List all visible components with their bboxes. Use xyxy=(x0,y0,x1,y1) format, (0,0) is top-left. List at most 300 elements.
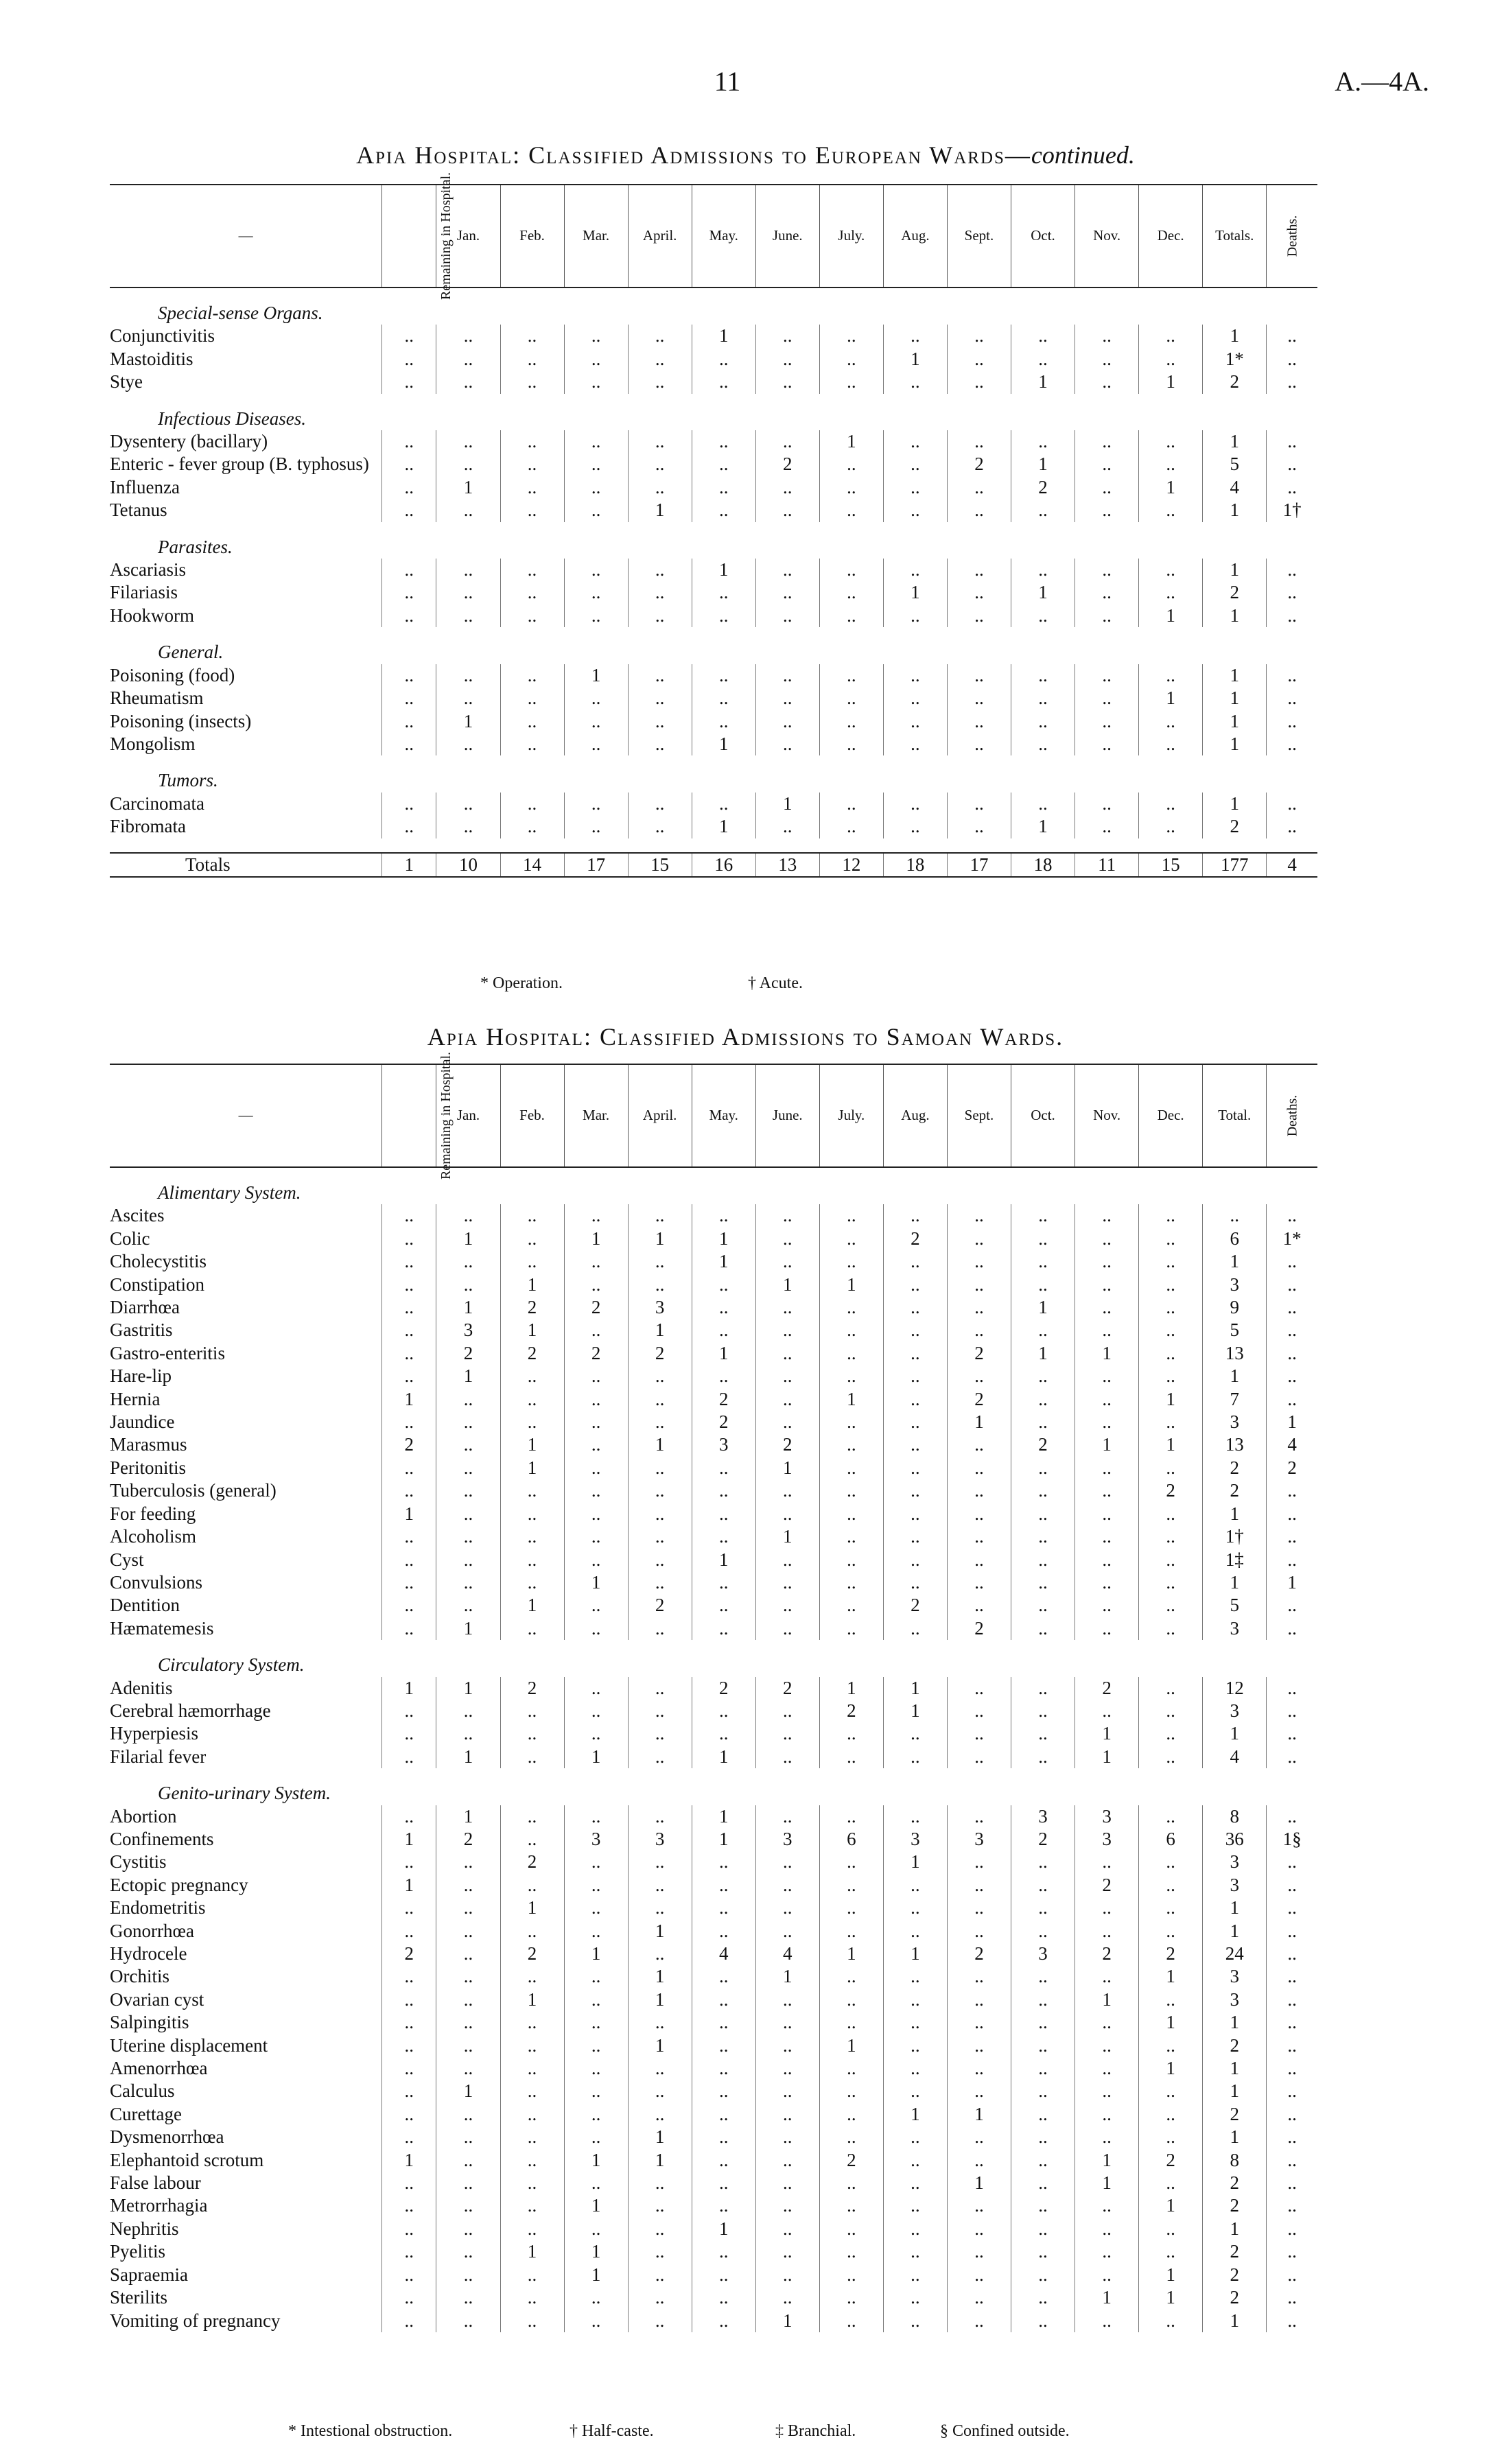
table-cell: 1 xyxy=(436,1365,500,1387)
table-cell: .. xyxy=(947,476,1011,499)
table-cell: .. xyxy=(500,499,564,521)
table-cell: .. xyxy=(1267,1700,1317,1722)
table-cell: .. xyxy=(947,1965,1011,1988)
table-cell: .. xyxy=(436,559,500,581)
table-cell: .. xyxy=(1139,1571,1203,1594)
table-cell: .. xyxy=(1139,1319,1203,1341)
table-cell: 3 xyxy=(1203,1274,1267,1296)
table-row xyxy=(110,1296,1317,1319)
table-cell: 1 xyxy=(1203,710,1267,733)
table-cell: .. xyxy=(947,581,1011,604)
table-cell: .. xyxy=(819,733,883,755)
table-cell: 1 xyxy=(1203,1722,1267,1745)
table-cell: .. xyxy=(1075,559,1139,581)
table-cell: .. xyxy=(755,2103,819,2126)
totals-row xyxy=(110,853,1317,877)
table-cell: .. xyxy=(500,1503,564,1525)
table-cell: 1 xyxy=(564,1943,628,1965)
table-cell: .. xyxy=(883,1319,947,1341)
table-cell: .. xyxy=(564,559,628,581)
table-cell: .. xyxy=(1011,2240,1075,2263)
table-cell: .. xyxy=(947,1851,1011,1873)
table-cell: 1 xyxy=(436,1228,500,1250)
table-cell: .. xyxy=(692,2264,755,2286)
table-cell: .. xyxy=(564,453,628,476)
table-cell: .. xyxy=(692,348,755,371)
table-cell: 1§ xyxy=(1267,1828,1317,1851)
table-cell: 1* xyxy=(1267,1228,1317,1250)
table-cell: .. xyxy=(819,605,883,627)
table1-title xyxy=(0,141,1491,169)
row-label: Poisoning (insects) xyxy=(110,710,252,731)
table-cell: .. xyxy=(500,1617,564,1640)
table-cell: .. xyxy=(1075,1457,1139,1479)
table-row xyxy=(110,2011,1317,2034)
table-cell: .. xyxy=(1075,1965,1139,1988)
row-label: Ectopic pregnancy xyxy=(110,1874,248,1895)
table-cell: .. xyxy=(564,2103,628,2126)
table-cell: .. xyxy=(382,2034,436,2057)
table-cell: 3 xyxy=(1203,1617,1267,1640)
table-cell: .. xyxy=(947,733,1011,755)
table-cell: .. xyxy=(500,2172,564,2194)
table-cell: 1 xyxy=(1075,2149,1139,2172)
row-label: Constipation xyxy=(110,1274,205,1295)
table-cell: .. xyxy=(500,2034,564,2057)
table-cell: .. xyxy=(819,1204,883,1227)
table-row xyxy=(110,1594,1317,1617)
table-cell: 7 xyxy=(1203,1388,1267,1411)
table-cell: 1 xyxy=(1203,1365,1267,1387)
table-cell: 2 xyxy=(382,1943,436,1965)
table-row xyxy=(110,2218,1317,2240)
row-label: Ascariasis xyxy=(110,559,186,580)
header-cell: Jan. xyxy=(436,185,500,288)
table-cell: .. xyxy=(564,348,628,371)
table-row xyxy=(110,605,1317,627)
header-cell: Feb. xyxy=(500,185,564,288)
table-cell: 6 xyxy=(1203,1228,1267,1250)
table-cell: .. xyxy=(1011,1525,1075,1548)
table-cell: .. xyxy=(692,2080,755,2102)
table-cell: 3 xyxy=(947,1828,1011,1851)
table-row xyxy=(110,1342,1317,1365)
table-cell: .. xyxy=(628,2103,692,2126)
table-cell: .. xyxy=(436,2264,500,2286)
table-cell: .. xyxy=(819,1722,883,1745)
table-cell: .. xyxy=(755,1549,819,1571)
table-cell: .. xyxy=(628,1746,692,1768)
table-cell: .. xyxy=(1139,1503,1203,1525)
table-cell: .. xyxy=(1011,687,1075,709)
table-cell: .. xyxy=(436,1988,500,2011)
table-cell: .. xyxy=(883,2172,947,2194)
row-label: Curettage xyxy=(110,2103,182,2124)
table-cell: 3 xyxy=(1203,1700,1267,1722)
table-cell: .. xyxy=(382,710,436,733)
table-cell: .. xyxy=(947,687,1011,709)
table-cell: .. xyxy=(564,710,628,733)
table-cell: .. xyxy=(500,2011,564,2034)
table-cell: .. xyxy=(500,687,564,709)
table-cell: .. xyxy=(883,1296,947,1319)
table-cell: .. xyxy=(692,476,755,499)
table-cell: .. xyxy=(692,1571,755,1594)
table-cell: .. xyxy=(1139,2034,1203,2057)
table-cell: .. xyxy=(628,453,692,476)
header-cell: July. xyxy=(819,185,883,288)
table-cell: .. xyxy=(628,2264,692,2286)
table-cell: .. xyxy=(382,2218,436,2240)
table-cell: .. xyxy=(382,1411,436,1433)
table-cell: 1 xyxy=(692,1549,755,1571)
table-cell: .. xyxy=(628,1617,692,1640)
table-cell: 1 xyxy=(883,1700,947,1722)
table-cell: .. xyxy=(692,1365,755,1387)
table-cell: .. xyxy=(382,325,436,347)
table-cell: 1 xyxy=(819,2034,883,2057)
table-cell: .. xyxy=(436,815,500,838)
table-cell: .. xyxy=(1075,2011,1139,2034)
table-cell: .. xyxy=(1011,1851,1075,1873)
table-cell: .. xyxy=(819,1594,883,1617)
table-cell: 2 xyxy=(382,1433,436,1456)
table-cell: 2 xyxy=(1011,1433,1075,1456)
table-cell: .. xyxy=(564,1549,628,1571)
table-cell: .. xyxy=(564,476,628,499)
row-label: Amenorrhœa xyxy=(110,2058,208,2079)
table-cell: .. xyxy=(1267,815,1317,838)
table-row xyxy=(110,1805,1317,1828)
table-cell: 1 xyxy=(436,2080,500,2102)
table-cell: 3 xyxy=(1075,1828,1139,1851)
table-cell: .. xyxy=(564,815,628,838)
table-cell: .. xyxy=(692,2286,755,2309)
table-cell: .. xyxy=(564,1365,628,1387)
table-cell: .. xyxy=(1267,1920,1317,1943)
table-row xyxy=(110,2286,1317,2309)
table-cell: .. xyxy=(436,1457,500,1479)
table-cell: .. xyxy=(947,2240,1011,2263)
table-cell: .. xyxy=(436,605,500,627)
header-cell xyxy=(382,1052,454,1180)
table-row xyxy=(110,2240,1317,2263)
table1-title-suffix: continued. xyxy=(1031,141,1135,169)
table-cell: 3 xyxy=(1203,1411,1267,1433)
table-cell: .. xyxy=(1267,1503,1317,1525)
table-cell: .. xyxy=(436,371,500,393)
table-row xyxy=(110,1943,1317,1965)
table-cell: .. xyxy=(692,1319,755,1341)
table-cell: .. xyxy=(1267,2264,1317,2286)
table2-title: Apia Hospital: Classified Admissions to Samoan Wards. xyxy=(427,1023,1064,1051)
table-cell: 5 xyxy=(1203,453,1267,476)
table-cell: .. xyxy=(883,1549,947,1571)
table-cell: .. xyxy=(382,1549,436,1571)
table-cell: .. xyxy=(692,793,755,815)
table-cell: 2 xyxy=(1139,1479,1203,1502)
table-cell: .. xyxy=(947,1677,1011,1700)
table-cell: .. xyxy=(500,1411,564,1433)
table-cell: .. xyxy=(819,1503,883,1525)
table-cell: .. xyxy=(436,1549,500,1571)
header-cell: Nov. xyxy=(1075,1064,1139,1167)
table-cell: 3 xyxy=(755,1828,819,1851)
table-cell: .. xyxy=(883,499,947,521)
table-cell: .. xyxy=(564,2057,628,2080)
table-row xyxy=(110,1457,1317,1479)
table-cell: .. xyxy=(564,1525,628,1548)
table-cell: .. xyxy=(628,1274,692,1296)
header-cell: Aug. xyxy=(883,185,947,288)
table-cell: .. xyxy=(500,2149,564,2172)
row-label: Poisoning (food) xyxy=(110,664,235,685)
table-cell: .. xyxy=(628,815,692,838)
european-wards-table xyxy=(110,172,1317,878)
table-cell: .. xyxy=(382,1965,436,1988)
section-title: Infectious Diseases. xyxy=(158,408,306,429)
table-cell: 3 xyxy=(692,1433,755,1456)
table-cell: .. xyxy=(755,1296,819,1319)
table-cell: .. xyxy=(692,2103,755,2126)
table-cell: .. xyxy=(1139,1250,1203,1273)
table-cell: .. xyxy=(819,2194,883,2217)
table-cell: .. xyxy=(1267,664,1317,687)
table-cell: .. xyxy=(819,1920,883,1943)
table-cell: 1 xyxy=(1267,1571,1317,1594)
table-cell: .. xyxy=(436,499,500,521)
table-cell: .. xyxy=(1139,1722,1203,1745)
row-label: Vomiting of pregnancy xyxy=(110,2310,281,2331)
table-cell: .. xyxy=(436,1897,500,1919)
table-cell: .. xyxy=(755,2172,819,2194)
table-cell: .. xyxy=(1267,2080,1317,2102)
table-cell: 1 xyxy=(1011,371,1075,393)
table-cell: 1 xyxy=(1139,371,1203,393)
table-cell: .. xyxy=(1139,348,1203,371)
table-cell: .. xyxy=(436,2034,500,2057)
table-cell: .. xyxy=(755,1805,819,1828)
table-cell: .. xyxy=(1075,348,1139,371)
table-cell: .. xyxy=(1011,2264,1075,2286)
table-cell: .. xyxy=(382,1365,436,1387)
table-cell: .. xyxy=(692,2194,755,2217)
table-cell: .. xyxy=(564,1274,628,1296)
table-cell: .. xyxy=(564,2310,628,2332)
table-cell: 1 xyxy=(692,2218,755,2240)
table-cell: .. xyxy=(947,1503,1011,1525)
table-cell: .. xyxy=(1139,1746,1203,1768)
table-cell: .. xyxy=(692,2126,755,2148)
table-cell: .. xyxy=(1267,1594,1317,1617)
table-cell: .. xyxy=(1139,1274,1203,1296)
table-row xyxy=(110,1677,1317,1700)
table-cell: .. xyxy=(1075,499,1139,521)
table-cell: .. xyxy=(1139,1296,1203,1319)
row-label: Orchitis xyxy=(110,1966,169,1987)
table-cell: .. xyxy=(1139,1228,1203,1250)
table-cell: .. xyxy=(628,1943,692,1965)
table-cell: .. xyxy=(500,1828,564,1851)
table-cell: .. xyxy=(628,348,692,371)
table-cell: .. xyxy=(692,1965,755,1988)
table-cell: .. xyxy=(628,1722,692,1745)
table-cell: .. xyxy=(883,2264,947,2286)
table-cell: .. xyxy=(692,1722,755,1745)
header-cell xyxy=(1267,185,1317,288)
table-cell: .. xyxy=(819,325,883,347)
table-cell: .. xyxy=(1011,1388,1075,1411)
table-cell: .. xyxy=(947,2310,1011,2332)
table2-footnote-branchial: ‡ Branchial. xyxy=(775,2422,856,2440)
table-cell: .. xyxy=(1075,2194,1139,2217)
totals-cell: 16 xyxy=(692,853,755,877)
totals-cell: 11 xyxy=(1075,853,1139,877)
table-cell: 1 xyxy=(1139,1388,1203,1411)
table-cell: .. xyxy=(1011,1549,1075,1571)
table-cell: .. xyxy=(436,2057,500,2080)
totals-cell: 18 xyxy=(1011,853,1075,877)
table-cell: 1 xyxy=(1139,2011,1203,2034)
table-cell: 2 xyxy=(883,1228,947,1250)
table-cell: .. xyxy=(564,1388,628,1411)
table-cell: .. xyxy=(883,325,947,347)
table-cell: .. xyxy=(436,664,500,687)
table-cell: .. xyxy=(564,733,628,755)
table-cell: .. xyxy=(947,325,1011,347)
table-row xyxy=(110,1274,1317,1296)
table-cell: .. xyxy=(500,430,564,453)
table-cell: .. xyxy=(382,2310,436,2332)
table-cell: .. xyxy=(883,1365,947,1387)
table-cell: .. xyxy=(436,1204,500,1227)
table-cell: .. xyxy=(1203,1204,1267,1227)
table-cell: .. xyxy=(755,1851,819,1873)
table-cell: 1 xyxy=(1139,476,1203,499)
table-cell: 1 xyxy=(500,1433,564,1456)
table-cell: 1 xyxy=(1203,1920,1267,1943)
table-cell: .. xyxy=(382,2103,436,2126)
table-cell: 2 xyxy=(947,1388,1011,1411)
table-cell: .. xyxy=(628,581,692,604)
table-cell: .. xyxy=(819,664,883,687)
table-cell: .. xyxy=(1075,2264,1139,2286)
table-cell: .. xyxy=(1011,1204,1075,1227)
table-cell: 1 xyxy=(1267,1411,1317,1433)
table-cell: .. xyxy=(819,2080,883,2102)
table-cell: .. xyxy=(755,2264,819,2286)
table-cell: .. xyxy=(1011,1571,1075,1594)
table-cell: .. xyxy=(436,1433,500,1456)
table-cell: .. xyxy=(1139,1204,1203,1227)
table-cell: .. xyxy=(755,2218,819,2240)
table-row xyxy=(110,2172,1317,2194)
table-cell: .. xyxy=(883,2240,947,2263)
table-cell: 1 xyxy=(819,1388,883,1411)
table-cell: .. xyxy=(755,1342,819,1365)
table-cell: .. xyxy=(628,1457,692,1479)
table-cell: .. xyxy=(819,371,883,393)
table-cell: .. xyxy=(382,559,436,581)
row-label: Endometritis xyxy=(110,1897,206,1919)
table-cell: 13 xyxy=(1203,1342,1267,1365)
table-cell: .. xyxy=(1075,793,1139,815)
table-cell: .. xyxy=(1011,2286,1075,2309)
table-cell: .. xyxy=(819,815,883,838)
table-row xyxy=(110,2310,1317,2332)
table1-footnote-operation: * Operation. xyxy=(480,974,563,992)
table-cell: .. xyxy=(1267,2218,1317,2240)
table-cell: 1 xyxy=(564,1746,628,1768)
table-cell: .. xyxy=(1267,1388,1317,1411)
table-cell: 36 xyxy=(1203,1828,1267,1851)
header-cell: Dec. xyxy=(1139,1064,1203,1167)
table-cell: 1 xyxy=(1011,1342,1075,1365)
table-cell: .. xyxy=(1075,1250,1139,1273)
row-label: Convulsions xyxy=(110,1571,203,1593)
table-cell: .. xyxy=(1267,2034,1317,2057)
table-cell: .. xyxy=(436,325,500,347)
table-cell: 1 xyxy=(436,710,500,733)
table-cell: .. xyxy=(755,1204,819,1227)
table-cell: 1 xyxy=(1203,2310,1267,2332)
table-cell: .. xyxy=(1011,664,1075,687)
table-cell: 1 xyxy=(755,1525,819,1548)
table-cell: .. xyxy=(819,1342,883,1365)
table-cell: .. xyxy=(1011,1594,1075,1617)
table-cell: .. xyxy=(1011,1722,1075,1745)
table-cell: .. xyxy=(382,476,436,499)
table-cell: .. xyxy=(436,687,500,709)
table-cell: .. xyxy=(883,1388,947,1411)
table-row xyxy=(110,1828,1317,1851)
row-label: Sapraemia xyxy=(110,2264,188,2285)
table-cell: .. xyxy=(692,1617,755,1640)
section-heading-row xyxy=(110,1782,1317,1805)
table-cell: 13 xyxy=(1203,1433,1267,1456)
row-label: Hyperpiesis xyxy=(110,1723,198,1744)
table-row xyxy=(110,1433,1317,1456)
table-cell: 1 xyxy=(819,430,883,453)
table-cell: 1 xyxy=(1139,2194,1203,2217)
table-cell: .. xyxy=(755,1874,819,1897)
table-cell: 1 xyxy=(436,1805,500,1828)
table-cell: .. xyxy=(755,348,819,371)
table-cell: .. xyxy=(500,1965,564,1988)
table-cell: .. xyxy=(1267,2172,1317,2194)
table-cell: .. xyxy=(692,1296,755,1319)
table-cell: .. xyxy=(883,1571,947,1594)
table-cell: 1 xyxy=(382,1874,436,1897)
table2-footnote-confined: § Confined outside. xyxy=(940,2422,1070,2440)
table-cell: 1 xyxy=(883,1677,947,1700)
table-cell: .. xyxy=(1267,687,1317,709)
table-cell: .. xyxy=(1011,1677,1075,1700)
table-row xyxy=(110,2057,1317,2080)
table-row xyxy=(110,1851,1317,1873)
table-cell: 4 xyxy=(1267,1433,1317,1456)
table-cell: .. xyxy=(436,1874,500,1897)
table-cell: .. xyxy=(1267,1365,1317,1387)
table-cell: .. xyxy=(564,1874,628,1897)
table-cell: .. xyxy=(1075,476,1139,499)
table-cell: .. xyxy=(500,1250,564,1273)
table-cell: .. xyxy=(436,1388,500,1411)
table-cell: .. xyxy=(1139,733,1203,755)
table-cell: .. xyxy=(1267,2057,1317,2080)
header-cell: April. xyxy=(628,185,692,288)
table-cell: .. xyxy=(1267,2194,1317,2217)
